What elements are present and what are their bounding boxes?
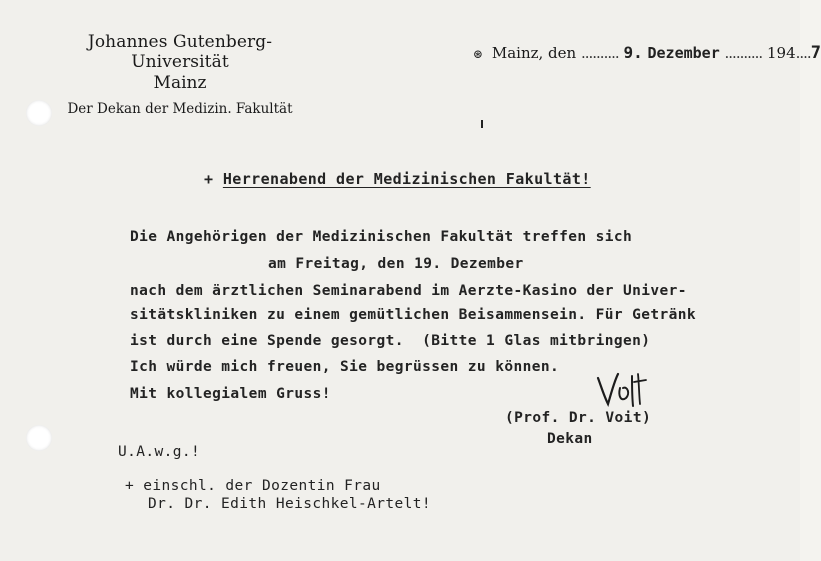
place-label: Mainz, den [491, 44, 577, 62]
date-year-prefix: 194 [766, 44, 796, 62]
signatory-title: Dekan [547, 431, 593, 447]
letterhead [40, 32, 320, 117]
punch-hole-bottom [26, 425, 52, 451]
handwritten-signature [592, 368, 652, 412]
body-line: Ich würde mich freuen, Sie begrüssen zu können. [130, 359, 560, 375]
letter-heading [204, 170, 591, 188]
date-year-digit: 7 [810, 43, 821, 63]
footnote-line-2: Dr. Dr. Edith Heischkel-Artelt! [148, 496, 432, 512]
signatory-name: (Prof. Dr. Voit) [505, 410, 652, 426]
body-line: am Freitag, den 19. Dezember [268, 256, 524, 272]
fold-mark [481, 120, 483, 128]
letterhead-city: Mainz [153, 73, 207, 93]
place-date-line [473, 43, 821, 63]
heading-marker: + [204, 170, 214, 188]
stamp-icon: ⊛ [473, 47, 484, 61]
body-line: Die Angehörigen der Medizinischen Fakultät treffen sich [130, 229, 633, 245]
rsvp-note: U.A.w.g.! [118, 444, 201, 460]
date-dots-b: .......... [724, 44, 763, 62]
date-day: 9. [623, 43, 643, 62]
letterhead-office: Der Dekan der Medizin. Fakultät [67, 101, 293, 117]
body-line: Mit kollegialem Gruss! [130, 386, 331, 402]
date-month: Dezember [647, 44, 720, 62]
letterhead-university: Johannes Gutenberg-Universität [87, 32, 273, 72]
body-line: nach dem ärztlichen Seminarabend im Aerzte-Kasino der Univer- [130, 283, 687, 299]
footnote-line-1: + einschl. der Dozentin Frau [125, 478, 381, 494]
body-line: ist durch eine Spende gesorgt. (Bitte 1 Glas mitbringen) [130, 333, 651, 349]
body-line: sitätskliniken zu einem gemütlichen Beisammensein. Für Getränk [130, 307, 697, 323]
date-dots-c: .... [795, 44, 811, 62]
heading-title: Herrenabend der Medizinischen Fakultät! [222, 170, 591, 188]
date-dots-a: .......... [580, 44, 619, 62]
